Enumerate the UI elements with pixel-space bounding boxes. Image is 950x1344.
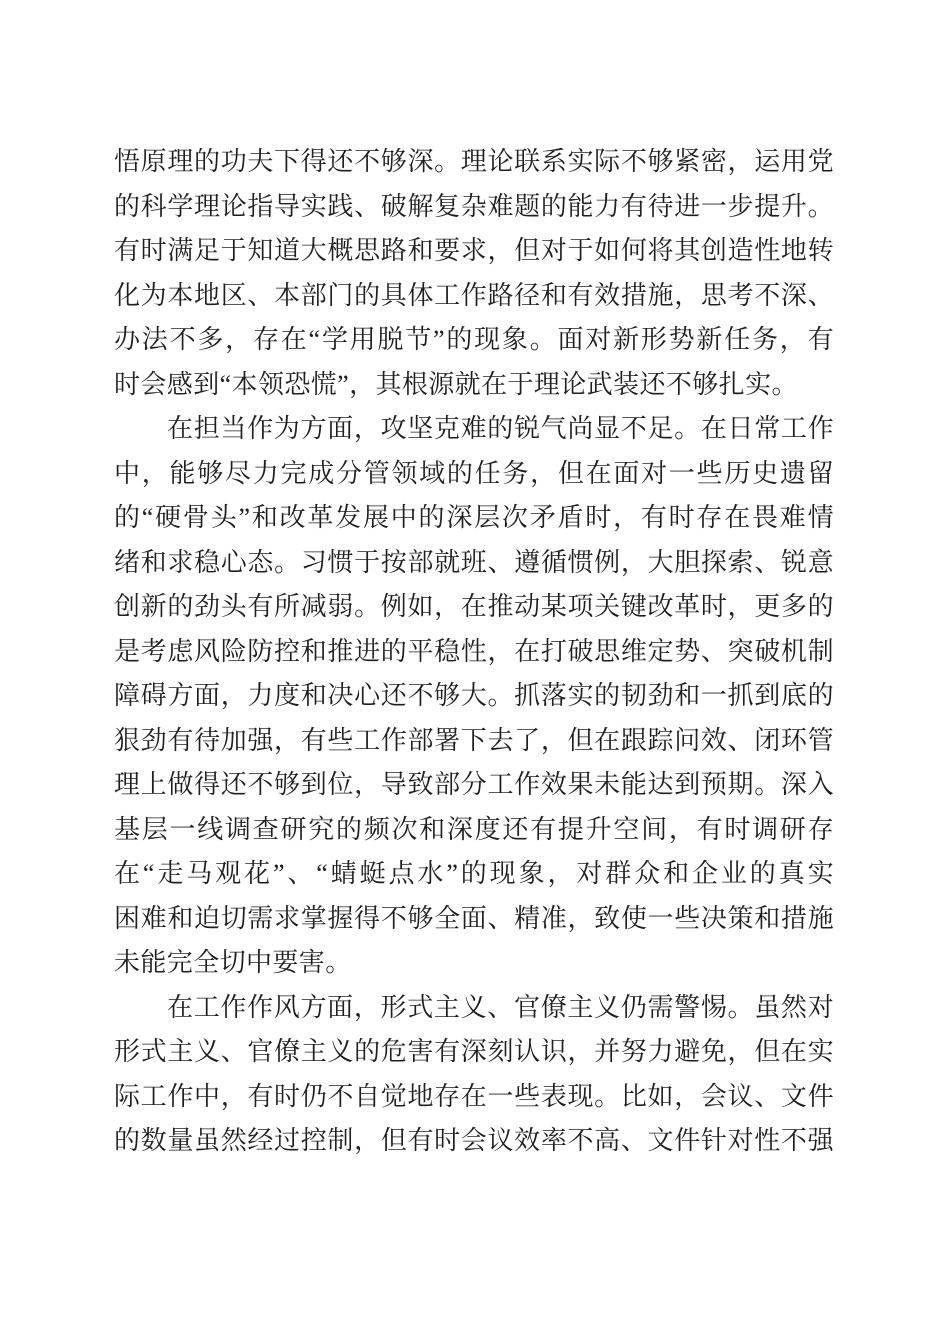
text-line: 的科学理论指导实践、破解复杂难题的能力有待进一步提升。 — [114, 191, 834, 221]
text-line: 绪和求稳心态。习惯于按部就班、遵循惯例，大胆探索、锐意 — [114, 547, 834, 577]
text-line: 创新的劲头有所减弱。例如，在推动某项关键改革时，更多的 — [114, 592, 834, 621]
text-line: 在工作作风方面，形式主义、官僚主义仍需警惕。虽然对 — [167, 992, 834, 1022]
text-line: 化为本地区、本部门的具体工作路径和有效措施，思考不深、 — [114, 280, 834, 310]
paragraph-2 — [114, 407, 834, 986]
document-body-text — [114, 140, 834, 1164]
text-line: 是考虑风险防控和推进的平稳性，在打破思维定势、突破机制 — [114, 636, 834, 666]
text-line: 形式主义、官僚主义的危害有深刻认识，并努力避免，但在实 — [114, 1037, 834, 1066]
text-line: 障碍方面，力度和决心还不够大。抓落实的韧劲和一抓到底的 — [114, 681, 834, 710]
text-line: 办法不多，存在“学用脱节”的现象。面对新形势新任务，有 — [114, 325, 834, 354]
text-line: 狠劲有待加强，有些工作部署下去了，但在跟踪问效、闭环管 — [114, 725, 834, 755]
text-line: 理上做得还不够到位，导致部分工作效果未能达到预期。深入 — [114, 770, 834, 799]
text-line: 有时满足于知道大概思路和要求，但对于如何将其创造性地转 — [114, 236, 834, 265]
paragraph-3 — [114, 986, 834, 1164]
text-line: 的“硬骨头”和改革发展中的深层次矛盾时，有时存在畏难情 — [114, 503, 834, 532]
paragraph-1 — [114, 140, 834, 407]
text-line: 际工作中，有时仍不自觉地存在一些表现。比如，会议、文件 — [114, 1081, 834, 1111]
text-line: 未能完全切中要害。 — [114, 948, 352, 977]
text-line: 困难和迫切需求掌握得不够全面、精准，致使一些决策和措施 — [114, 903, 834, 933]
text-line: 时会感到“本领恐慌”，其根源就在于理论武装还不够扎实。 — [114, 369, 798, 399]
text-line: 悟原理的功夫下得还不够深。理论联系实际不够紧密，运用党 — [114, 147, 834, 176]
text-line: 在“走马观花”、“蜻蜓点水”的现象，对群众和企业的真实 — [114, 859, 834, 888]
text-line: 的数量虽然经过控制，但有时会议效率不高、文件针对性不强 — [114, 1126, 834, 1155]
text-line: 中，能够尽力完成分管领域的任务，但在面对一些历史遗留 — [114, 458, 834, 488]
text-line: 在担当作为方面，攻坚克难的锐气尚显不足。在日常工作 — [167, 414, 834, 443]
text-line: 基层一线调查研究的频次和深度还有提升空间，有时调研存 — [114, 814, 834, 844]
